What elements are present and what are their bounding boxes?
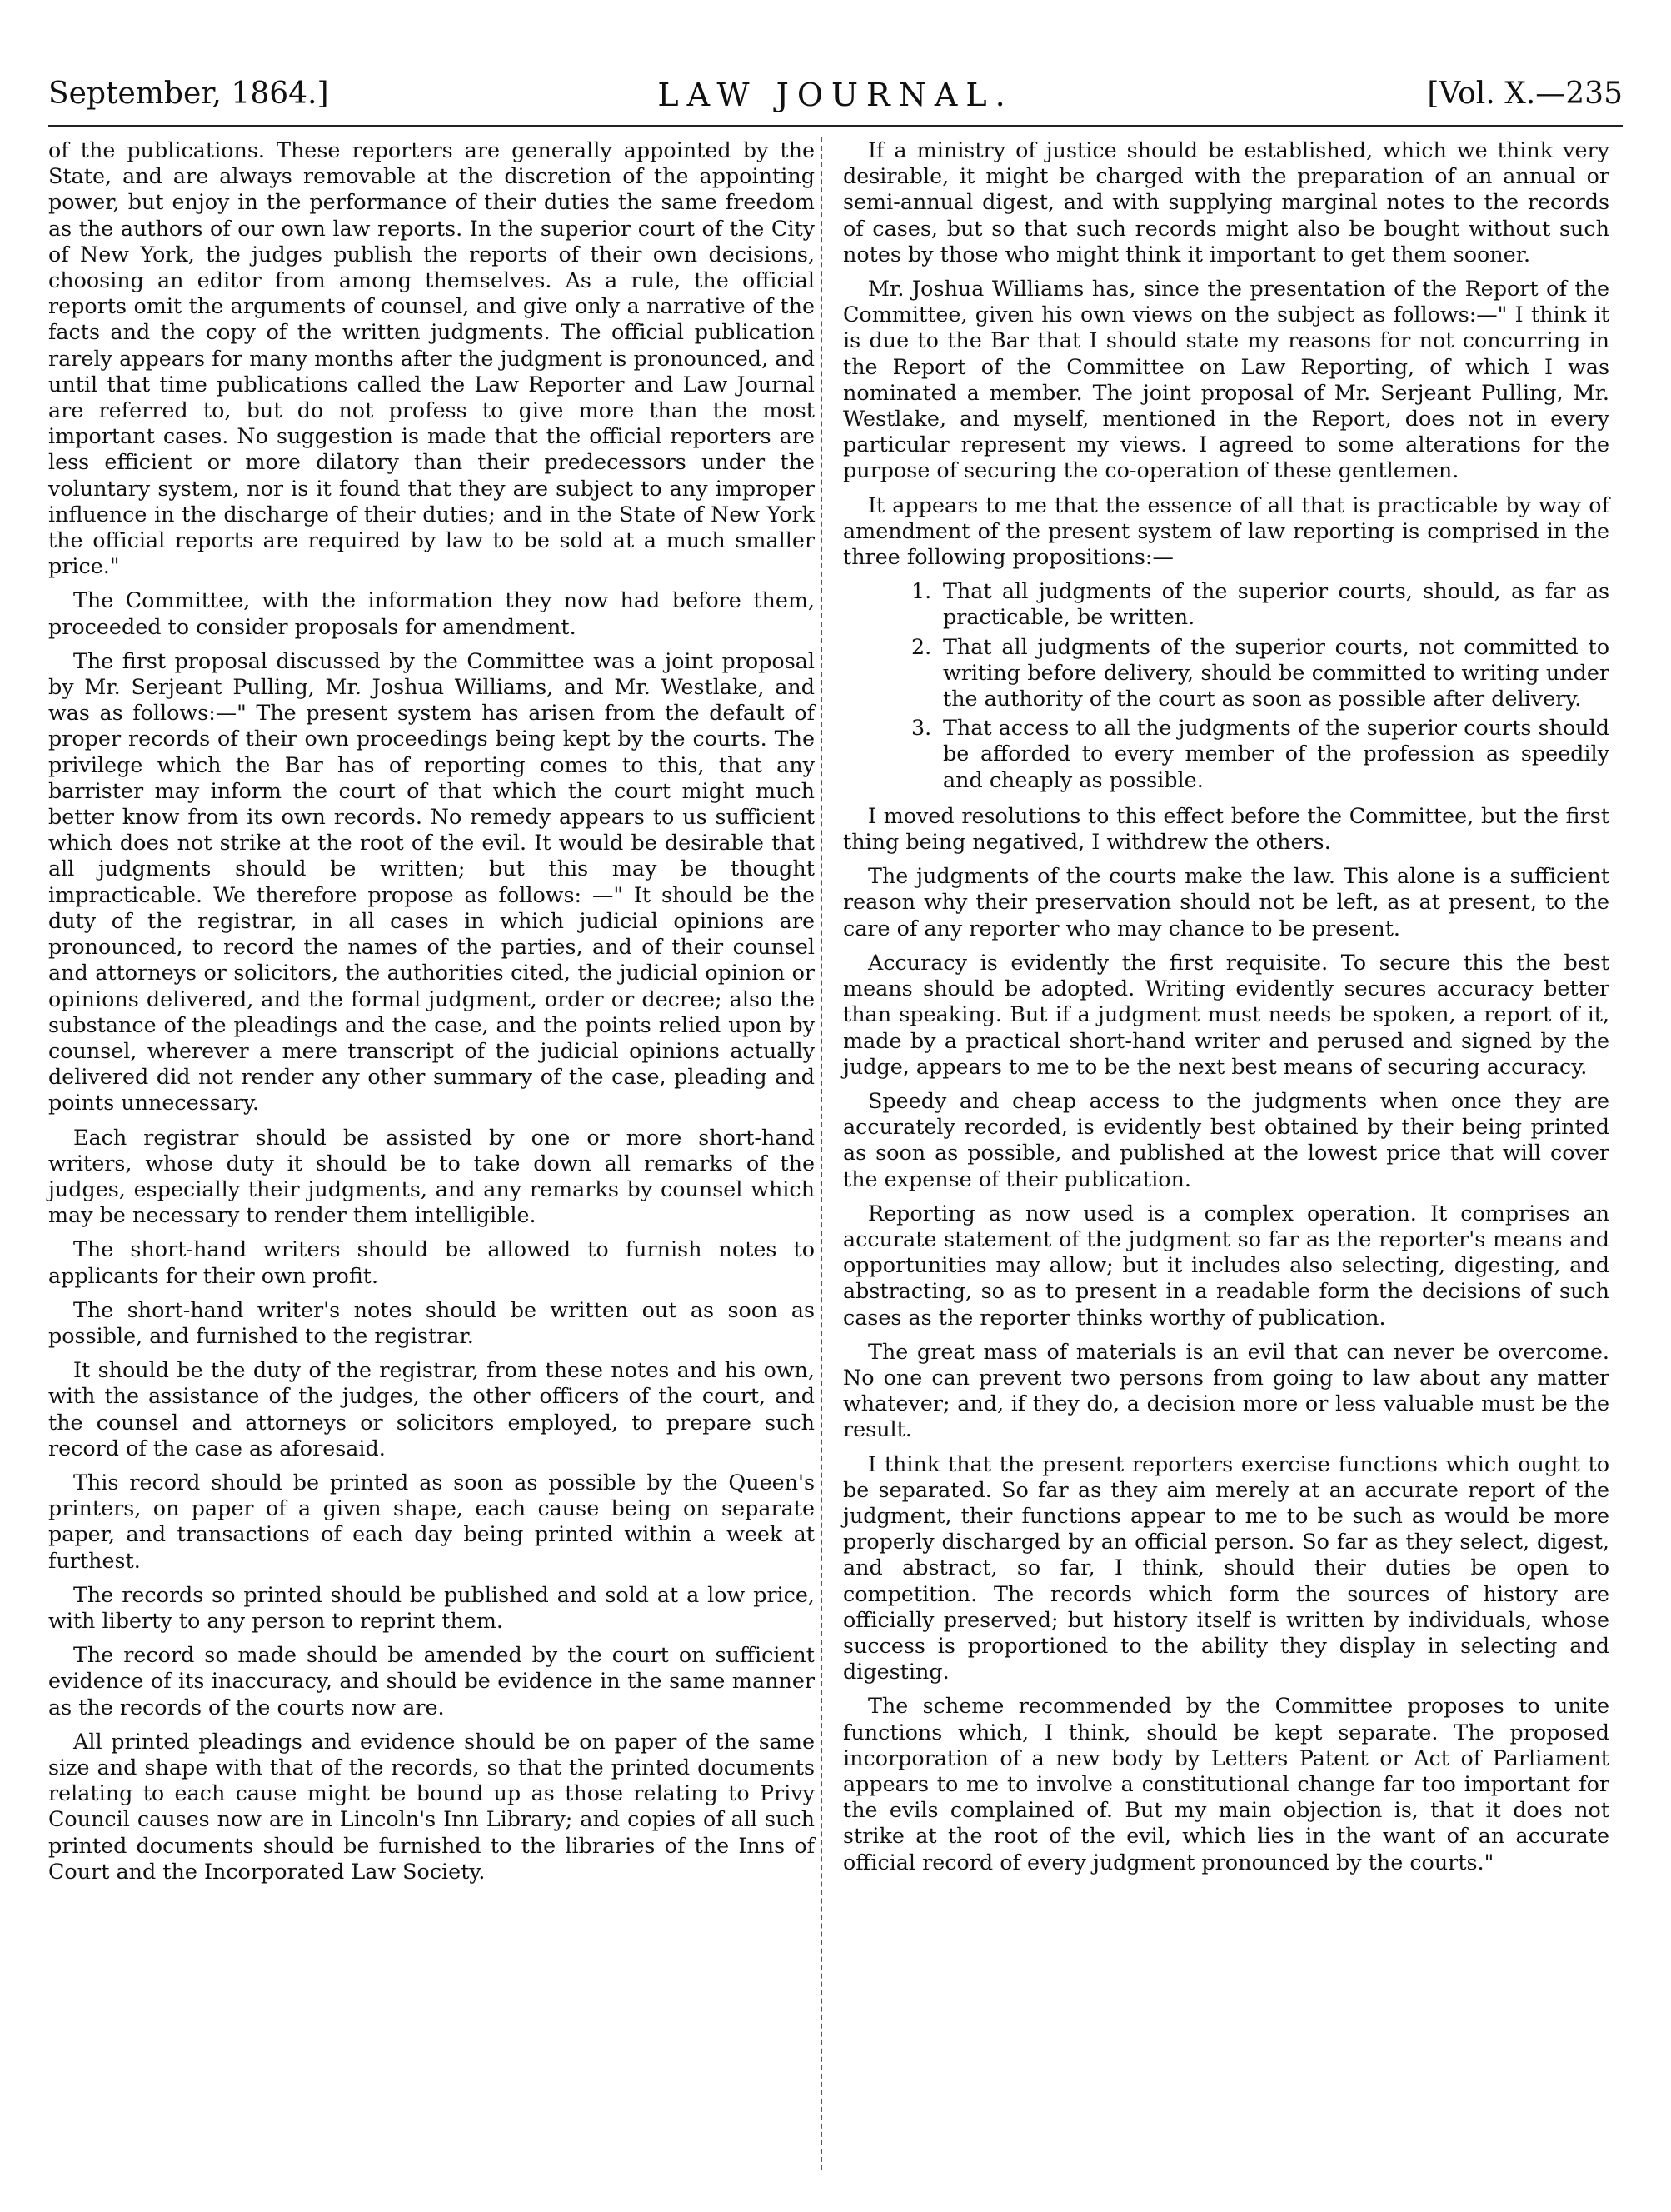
proposition-item [911,715,1609,793]
header-date: September, 1864.] [48,77,329,111]
paragraph: It appears to me that the essence of all that is practicable by way of amendment of the present system of law reporting is comprised in the three following propositions:— [843,492,1609,570]
paragraph: The Committee, with the information they now had before them, proceeded to consider proposals for amendment. [48,587,815,639]
paragraph: Mr. Joshua Williams has, since the presentation of the Report of the Committee, given his own views on the subject as follows:—" I think it is due to the Bar that I should state my reasons for not concurring in the Report of the Committee on Law Reporting, of which I was nominated a member. The joint proposal of Mr. Serjeant Pulling, Mr. Westlake, and myself, mentioned in the Report, does not in every particular represent my views. I agreed to some alterations for the purpose of securing the co-operation of these gentlemen. [843,276,1609,483]
paragraph: It should be the duty of the registrar, from these notes and his own, with the assistance of the judges, the other officers of the court, and the counsel and attorneys or solicitors employed, to prepare such record of the case as aforesaid. [48,1357,815,1461]
proposition-text: That all judgments of the superior courts, should, as far as practicable, be written. [943,578,1609,630]
right-column [843,137,1609,1884]
header-title: LAW JOURNAL. [657,77,1014,113]
proposition-item [911,578,1609,630]
paragraph: The scheme recommended by the Committee proposes to unite functions which, I think, should be kept separate. The proposed incorporation of a new body by Letters Patent or Act of Parliament appears to me to involve a constitutional change far too important for the evils complained of. But my main objection is, that it does not strike at the root of the evil, which lies in the want of an accurate official record of every judgment pronounced by the courts." [843,1693,1609,1875]
paragraph: of the publications. These reporters are generally appointed by the State, and are always removable at the discretion of the appointing power, but enjoy in the performance of their duties the same freedom as the authors of our own law reports. In the superior court of the City of New York, the judges publish the reports of their own decisions, choosing an editor from among themselves. As a rule, the official reports omit the arguments of counsel, and give only a narrative of the facts and the copy of the written judgments. The official publication rarely appears for many months after the judgment is pronounced, and until that time publications called the Law Reporter and Law Journal are referred to, but do not profess to give more than the most important cases. No suggestion is made that the official reporters are less efficient or more dilatory than their predecessors under the voluntary system, nor is it found that they are subject to any improper influence in the discharge of their duties; and in the State of New York the official reports are required by law to be sold at a much smaller price." [48,137,815,579]
paragraph: The first proposal discussed by the Committee was a joint proposal by Mr. Serjeant Pulling, Mr. Joshua Williams, and Mr. Westlake, and was as follows:—" The present system has arisen from the default of proper records of their own proceedings being kept by the courts. The privilege which the Bar has of reporting comes to this, that any barrister may inform the court of that which the court might much better know from its own records. No remedy appears to us sufficient which does not strike at the root of the evil. It would be desirable that all judgments should be written; but this may be thought impracticable. We therefore propose as follows: —" It should be the duty of the registrar, in all cases in which judicial opinions are pronounced, to record the names of the parties, and of their counsel and attorneys or solicitors, the authorities cited, the judicial opinion or opinions delivered, and the formal judgment, order or decree; also the substance of the pleadings and the case, and the points relied upon by counsel, wherever a mere transcript of the judicial opinions actually delivered did not render any other summary of the case, pleading and points unnecessary. [48,647,815,1116]
proposition-text: That access to all the judgments of the superior courts should be afforded to every member of the profession as speedily and cheaply as possible. [943,715,1609,792]
propositions-list [843,578,1609,793]
paragraph: The short-hand writer's notes should be written out as soon as possible, and furnished to the registrar. [48,1296,815,1348]
paragraph: Speedy and cheap access to the judgments when once they are accurately recorded, is evidently best obtained by their being printed as soon as possible, and published at the lowest price that will cover the expense of their publication. [843,1087,1609,1191]
header-rule [48,125,1623,127]
paragraph: I think that the present reporters exercise functions which ought to be separated. So far as they aim merely at an accurate report of the judgment, their functions appear to me to be such as would be more properly discharged by an official person. So far as they select, digest, and abstract, so far, I think, should their duties be open to competition. The records which form the sources of history are officially preserved; but history itself is written by individuals, whose success is proportioned to the ability they display in selecting and digesting. [843,1451,1609,1685]
proposition-text: That all judgments of the superior courts, not committed to writing before delivery, should be committed to writing under the authority of the court as soon as possible after delivery. [943,633,1609,712]
column-divider [821,137,822,2170]
header-volume: [Vol. X.—235 [1427,77,1623,111]
paragraph: I moved resolutions to this effect before the Committee, but the first thing being negatived, I withdrew the others. [843,802,1609,855]
paragraph: Each registrar should be assisted by one or more short-hand writers, whose duty it should be to take down all remarks of the judges, especially their judgments, and any remarks by counsel which may be necessary to render them intelligible. [48,1124,815,1228]
page-header [48,77,1623,127]
paragraph: The judgments of the courts make the law. This alone is a sufficient reason why their preservation should not be left, as at present, to the care of any reporter who may chance to be present. [843,863,1609,941]
proposition-number: 3. [911,715,932,741]
proposition-item [911,633,1609,712]
proposition-number: 1. [911,578,932,604]
paragraph: Reporting as now used is a complex operation. It comprises an accurate statement of the judgment so far as the reporter's means and opportunities may allow; but it includes also selecting, digesting, and abstracting, so as to present in a readable form the decisions of such cases as the reporter thinks worthy of publication. [843,1200,1609,1330]
paragraph: The record so made should be amended by the court on sufficient evidence of its inaccuracy, and should be evidence in the same manner as the records of the courts now are. [48,1642,815,1720]
paragraph: The great mass of materials is an evil that can never be overcome. No one can prevent two persons from going to law about any matter whatever; and, if they do, a decision more or less valuable must be the result. [843,1338,1609,1442]
proposition-number: 2. [911,633,932,659]
paragraph: If a ministry of justice should be established, which we think very desirable, it might be charged with the preparation of an annual or semi-annual digest, and with supplying marginal notes to the records of cases, but so that such records might also be bought without such notes by those who might think it important to get them sooner. [843,137,1609,267]
paragraph: This record should be printed as soon as possible by the Queen's printers, on paper of a given shape, each cause being on separate paper, and transactions of each day being printed within a week at furthest. [48,1469,815,1573]
paragraph: All printed pleadings and evidence should be on paper of the same size and shape with that of the records, so that the printed documents relating to each cause might be bound up as those relating to Privy Council causes now are in Lincoln's Inn Library; and copies of all such printed documents should be furnished to the libraries of the Inns of Court and the Incorporated Law Society. [48,1728,815,1884]
paragraph: The short-hand writers should be allowed to furnish notes to applicants for their own profit. [48,1236,815,1288]
left-column [48,137,815,1893]
paragraph: The records so printed should be published and sold at a low price, with liberty to any person to reprint them. [48,1581,815,1633]
paragraph: Accuracy is evidently the first requisite. To secure this the best means should be adopted. Writing evidently secures accuracy better than speaking. But if a judgment must needs be spoken, a report of it, made by a practical short-hand writer and perused and signed by the judge, appears to me to be the next best means of securing accuracy. [843,949,1609,1079]
